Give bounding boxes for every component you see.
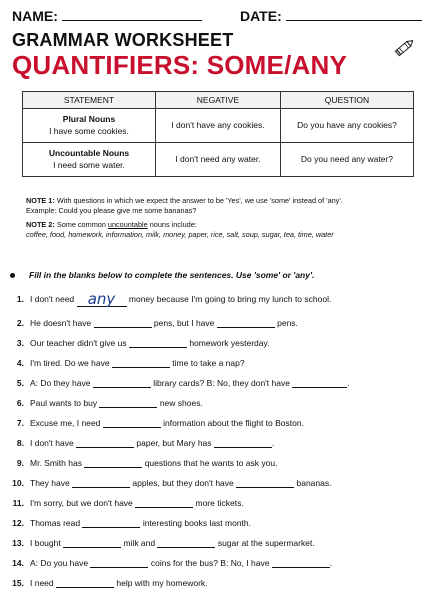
exercise-item (10, 478, 331, 488)
note-1-label: NOTE 1: (26, 196, 55, 205)
item-text: homework yesterday. (186, 338, 270, 348)
answer-blank[interactable] (272, 558, 333, 568)
item-text: A: Do you have (30, 558, 91, 568)
item-number: 2. (16, 318, 24, 328)
answer-blank[interactable] (157, 538, 215, 548)
item-number: 7. (16, 418, 24, 428)
item-number: 11. (12, 498, 24, 508)
exercise-item (10, 318, 298, 328)
item-text: Excuse me, I need (30, 418, 103, 428)
item-text: apples, but they don't have (130, 478, 237, 488)
note-2-text-end: nouns include: (147, 219, 197, 229)
item-number: 5. (16, 378, 24, 388)
exercise-item (10, 418, 304, 428)
instructions (10, 270, 314, 280)
item-text: more tickets. (193, 498, 244, 508)
answer-blank[interactable] (56, 578, 114, 588)
item-text: interesting books last month. (140, 518, 252, 528)
answer-blank[interactable] (112, 358, 170, 368)
item-text: information about the flight to Boston. (160, 418, 304, 428)
answer-blank[interactable] (63, 538, 121, 548)
answer-blank[interactable] (99, 398, 157, 408)
date-line[interactable] (286, 20, 422, 21)
item-text: Our teacher didn't give us (30, 338, 129, 348)
item-text: . (347, 378, 350, 388)
item-text: questions that he wants to ask you. (142, 458, 278, 468)
exercise-item (10, 290, 332, 308)
note-2-text: Some common (54, 219, 108, 229)
answer-blank[interactable] (76, 438, 134, 448)
exercise-item (10, 398, 203, 408)
item-text: pens. (274, 318, 298, 328)
exercise-item (10, 538, 315, 548)
item-text: I don't have (30, 438, 77, 448)
table-cell-negative: I don't have any cookies. (156, 109, 281, 143)
statement-text: I need some water. (53, 159, 125, 170)
col-header-negative: NEGATIVE (156, 92, 281, 109)
item-text: pens, but I have (151, 318, 217, 328)
item-text: bananas. (294, 478, 332, 488)
category-label: Uncountable Nouns (48, 148, 130, 159)
name-label: NAME: (12, 8, 58, 24)
exercise-item (10, 558, 332, 568)
answer-blank[interactable] (90, 558, 148, 568)
item-text: Mr. Smith has (30, 458, 85, 468)
exercise-item (10, 338, 269, 348)
item-text: They have (30, 478, 73, 488)
note-1-example: Example: Could you please give me some bananas? (26, 205, 197, 215)
table-row (23, 143, 414, 177)
item-text: I need (30, 578, 56, 588)
quantifier-table (22, 91, 414, 177)
answer-blank[interactable] (84, 458, 142, 468)
answer-blank[interactable] (236, 478, 294, 488)
item-number: 3. (16, 338, 24, 348)
instructions-text: Fill in the blanks below to complete the sentences. Use 'some' or 'any'. (29, 270, 315, 280)
item-text: time to take a nap? (169, 358, 245, 368)
item-text: A: Do they have (30, 378, 93, 388)
item-text: I bought (30, 538, 64, 548)
item-text: Paul wants to buy (30, 398, 100, 408)
notes-section (26, 196, 418, 243)
table-cell-question: Do you need any water? (280, 143, 413, 177)
worksheet-title: GRAMMAR WORKSHEET (12, 30, 234, 50)
date-field[interactable] (240, 8, 422, 24)
note-1-text: With questions in which we expect the answer to be 'Yes', we use 'some' instead of 'any'. (54, 196, 343, 205)
name-field[interactable] (12, 8, 202, 24)
item-text: coins for the bus? B: No, I have (148, 558, 272, 568)
table-cell-question: Do you have any cookies? (280, 109, 413, 143)
item-text: Thomas read (30, 518, 83, 528)
item-number: 14. (12, 558, 24, 568)
item-number: 8. (16, 438, 24, 448)
answer-blank[interactable] (103, 418, 161, 428)
item-text: help with my homework. (114, 578, 208, 588)
item-text: I don't need (30, 294, 77, 304)
item-text: library cards? B: No, they don't have (150, 378, 293, 388)
worksheet-topic: QUANTIFIERS: SOME/ANY (12, 50, 347, 80)
note-2 (26, 220, 418, 240)
item-text: new shoes. (157, 398, 203, 408)
item-text: He doesn't have (30, 318, 94, 328)
table-cell-statement (23, 143, 156, 177)
exercise-item (10, 578, 208, 588)
uncountable-noun-list: coffee, food, homework, information, milk, money, paper, rice, salt, soup, sugar, tea, time, water (26, 229, 334, 239)
col-header-question: QUESTION (280, 92, 413, 109)
answer-blank[interactable] (217, 318, 275, 328)
item-text: money because I'm going to bring my lunch to school. (126, 294, 332, 304)
answer-blank[interactable] (72, 478, 130, 488)
exercise-item (10, 358, 245, 368)
item-text: I'm sorry, but we don't have (30, 498, 136, 508)
table-row (23, 109, 414, 143)
pencil-icon (394, 36, 416, 58)
item-text: . (329, 558, 333, 568)
category-label: Plural Nouns (62, 114, 116, 125)
exercise-item (10, 518, 251, 528)
exercise-item (10, 498, 244, 508)
answer-blank[interactable] (214, 438, 275, 448)
table-cell-statement (23, 109, 156, 143)
bullet-icon (10, 273, 15, 278)
item-number: 9. (16, 458, 24, 468)
name-line[interactable] (62, 20, 202, 21)
answer-blank[interactable] (82, 518, 140, 528)
answer-blank[interactable] (129, 338, 187, 348)
note-2-underlined: uncountable (107, 219, 148, 229)
note-2-label: NOTE 2: (26, 219, 55, 229)
exercise-item (10, 458, 277, 468)
exercise-item (10, 438, 274, 448)
answer-blank[interactable] (292, 378, 350, 388)
table-cell-negative: I don't need any water. (156, 143, 281, 177)
item-number: 4. (16, 358, 24, 368)
item-number: 1. (16, 294, 24, 304)
item-text: paper, but Mary has (134, 438, 214, 448)
answer-blank[interactable] (94, 318, 152, 328)
item-text: milk and (121, 538, 158, 548)
exercise-item (10, 378, 350, 388)
item-number: 13. (12, 538, 24, 548)
answer-blank[interactable] (135, 498, 193, 508)
statement-text: I have some cookies. (49, 125, 129, 136)
note-1 (26, 196, 418, 216)
item-text: I'm tired. Do we have (30, 358, 112, 368)
col-header-statement: STATEMENT (23, 92, 156, 109)
item-number: 6. (16, 398, 24, 408)
item-number: 15. (12, 578, 24, 588)
answer-blank[interactable] (93, 378, 151, 388)
item-text: sugar at the supermarket. (215, 538, 315, 548)
item-text: . (271, 438, 275, 448)
date-label: DATE: (240, 8, 282, 24)
answer-blank[interactable]: any (77, 293, 127, 307)
worksheet-header (12, 8, 423, 28)
item-number: 12. (12, 518, 24, 528)
item-number: 10. (12, 478, 24, 488)
